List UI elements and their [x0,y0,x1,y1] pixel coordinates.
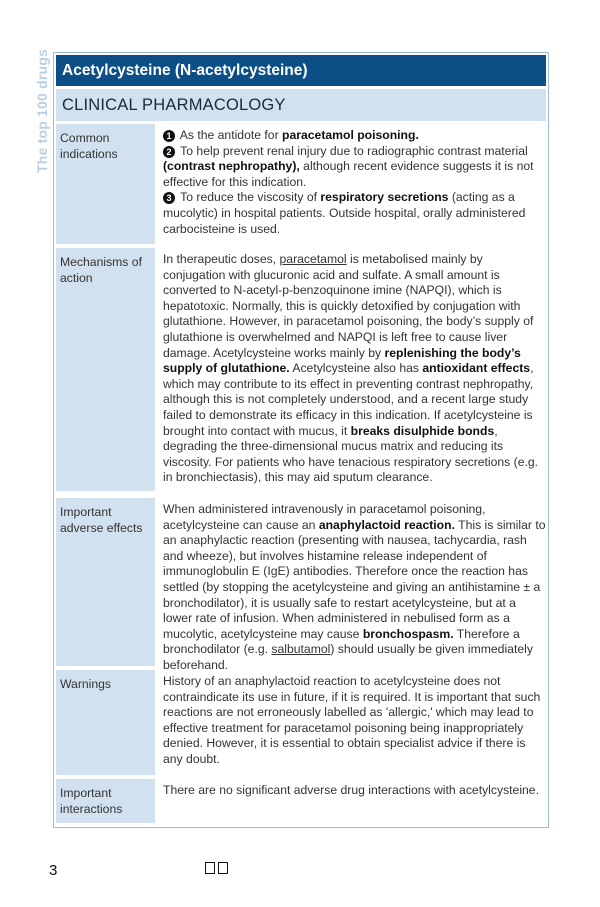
number-1-icon: 1 [163,130,175,142]
mechanisms-content: In therapeutic doses, paracetamol is metabolised mainly by conjugation with glucuronic acid and sulfate. A small amount is converted to N-acetyl-p-benzoquinone imine (NAPQI), which is hepatotoxic. Normally, this is quickly detoxified by conjugation with glutathione. However, in paracetamol poisoning, the body’s supply of glutathione is overwhelmed and NAPQI is left free to cause liver damage. Acetylcysteine works mainly by replenishing the body’s supply of glutathione. Acetylcysteine also has antioxidant effects, which may contribute to its effect in preventing contrast nephropathy, although this is not completely understood, and a recent large study failed to demonstrate its efficacy in this indication. If acetylcysteine is brought into contact with mucus, it breaks disulphide bonds, degrading the three-dimensional mucus matrix and reducing its viscosity. For patients who have tenacious respiratory secretions (e.g. in bronchiectasis), this may aid sputum clearance. [163,252,539,485]
footer-missing-glyph-icon [205,862,231,877]
page-number: 3 [49,862,58,879]
mechanisms-row [56,248,546,491]
warnings-label: Warnings [56,670,155,775]
interactions-content: There are no significant adverse drug interactions with acetylcysteine. [163,783,539,797]
indications-content [163,124,546,237]
paracetamol-link: paracetamol [279,252,347,266]
indications-label: Common indications [56,124,155,244]
adverse-effects-row [56,498,546,672]
warnings-row [56,670,546,775]
adverse-effects-label: Important adverse effects [56,498,155,666]
drug-monograph-card [53,52,549,828]
number-2-icon: 2 [163,146,175,158]
chapter-side-tab-label: The top 100 drugs [34,49,50,173]
mechanisms-label: Mechanisms of action [56,248,155,491]
indication-item: 3 To reduce the viscosity of respiratory secretions (acting as a mucolytic) in hospital patients. Outside hospital, orally administered carbocisteine is used. [163,190,526,236]
interactions-label: Important interactions [56,779,155,823]
chapter-side-tab [24,48,50,173]
warnings-content: History of an anaphylactoid reaction to acetylcysteine does not contraindicate its use in future, if it is required. It is important that such reactions are not erroneously labelled as 'allergic,' which may lead to effective treatment for paracetamol poisoning being inappropriately denied. However, it is essential to obtain specialist advice if there is any doubt. [163,674,541,766]
indication-item: 2 To help prevent renal injury due to radiographic contrast material (contrast nephropathy), although recent evidence suggests it is not effective for this indication. [163,143,534,189]
number-3-icon: 3 [163,192,175,204]
drug-title: Acetylcysteine (N-acetylcysteine) [56,55,546,86]
adverse-effects-content: When administered intravenously in paracetamol poisoning, acetylcysteine can cause an anaphylactoid reaction. This is similar to an anaphylactic reaction (presenting with nausea, tachycardia, rash and wheeze), but involves histamine release independent of immunoglobulin E (IgE) antibodies. Therefore once the reaction has settled (by stopping the acetylcysteine and giving an antihistamine ± a bronchodilator), it is usually safe to restart acetylcysteine, but at a lower rate of infusion. When administered in nebulised form as a mucolytic, acetylcysteine may cause bronchospasm. Therefore a bronchodilator (e.g. salbutamol) should usually be given immediately beforehand. [163,502,546,672]
section-title: CLINICAL PHARMACOLOGY [56,89,546,121]
salbutamol-link: salbutamol [271,642,331,657]
indications-row [56,124,546,244]
interactions-row [56,779,546,823]
indication-item: 1 As the antidote for paracetamol poisoning. [163,128,546,144]
